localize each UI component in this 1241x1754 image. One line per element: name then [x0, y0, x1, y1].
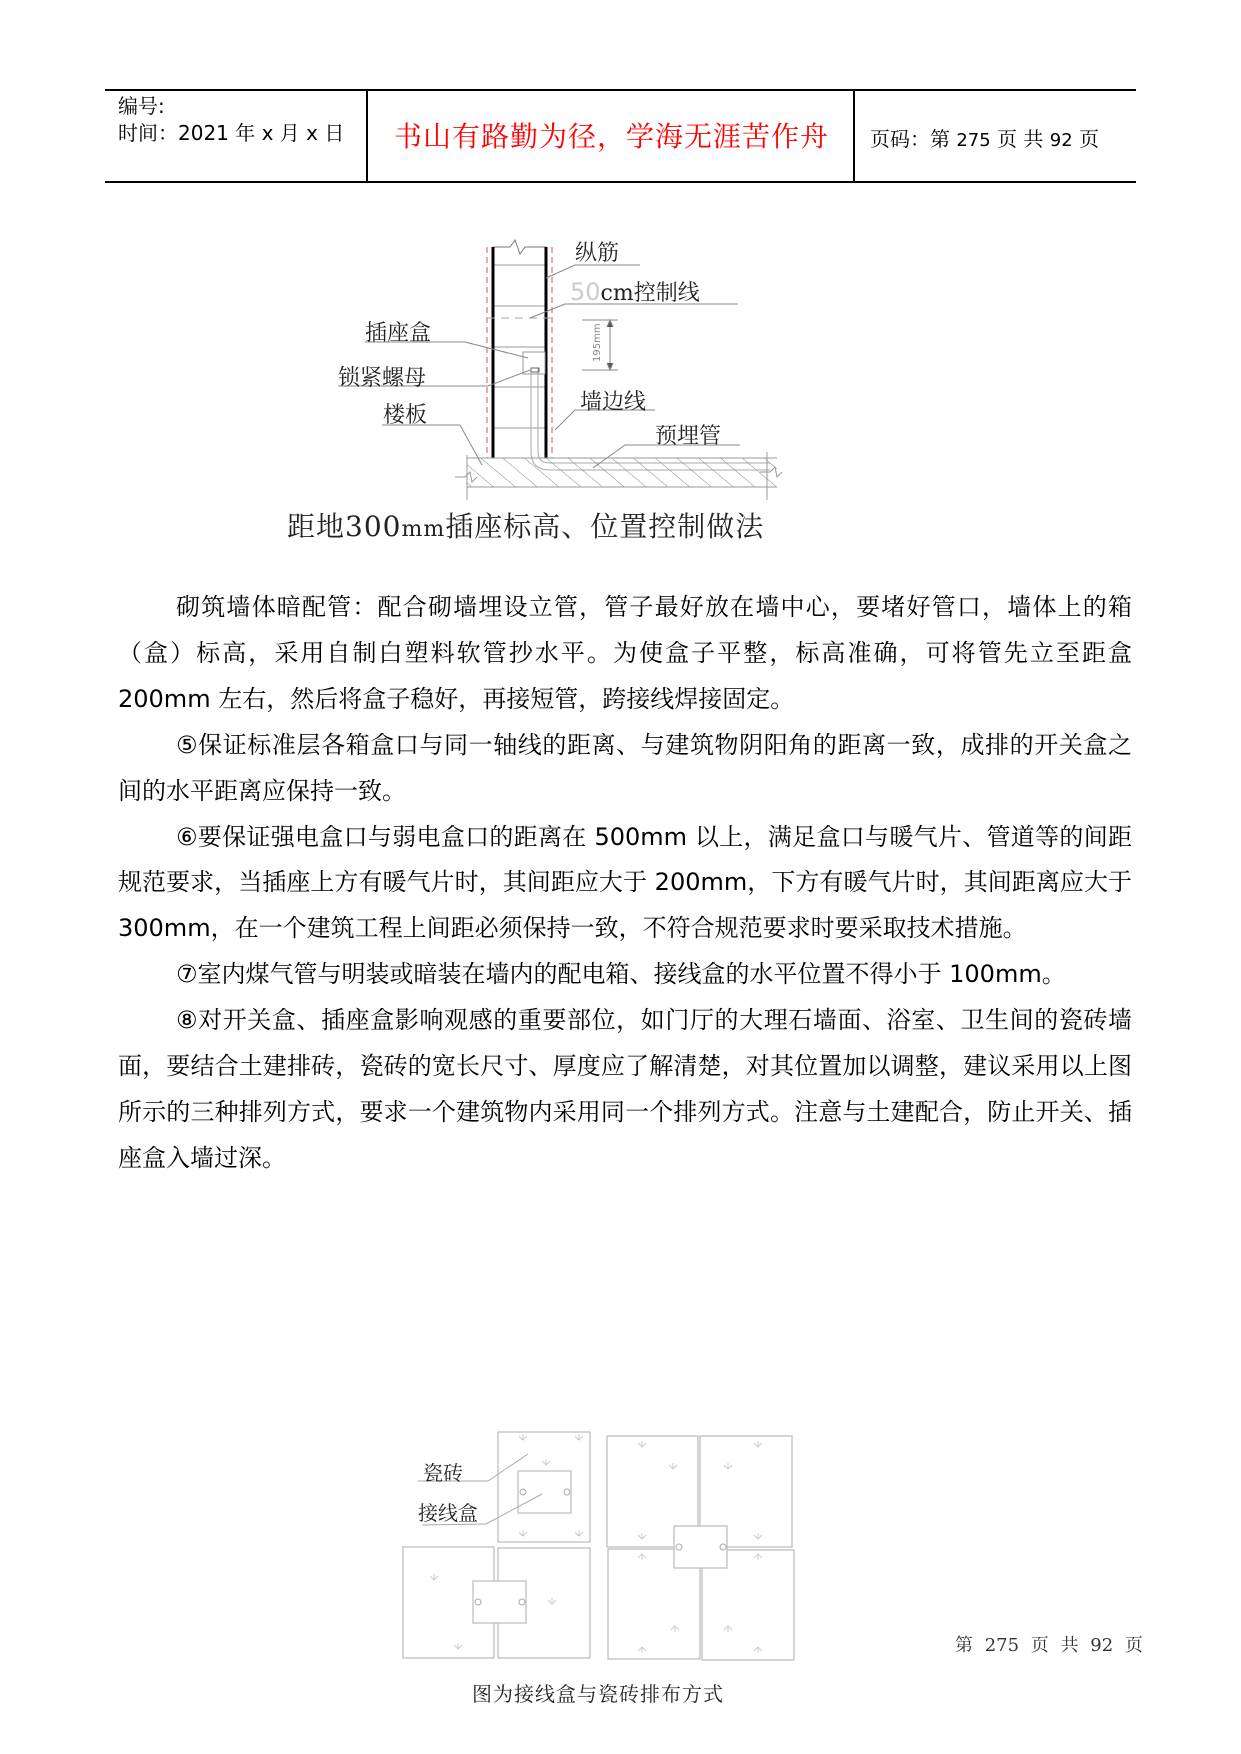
page-suffix: 页 [1079, 127, 1100, 151]
tile [702, 1550, 794, 1660]
paragraph: ⑥要保证强电盒口与弱电盒口的距离在 500mm 以上，满足盒口与暖气片、管道等的间距规范要求，当插座上方有暖气片时，其间距应大于 200mm，下方有暖气片时，其间距离应大于 300mm，在一个建筑工程上间距必须保持一致，不符合规范要求时要采取技术措施。 [118, 822, 1132, 943]
wall-ties [493, 265, 546, 428]
lock-nut [531, 368, 539, 372]
paragraph: ⑤保证标准层各箱盒口与同一轴线的距离、与建筑物阴阳角的距离一致，成排的开关盒之间的水平距离应保持一致。 [118, 730, 1132, 805]
box-screws [475, 1489, 726, 1605]
label-embedded-pipe: 预埋管 [655, 424, 722, 449]
label-tile: 瓷砖 [423, 1461, 463, 1485]
header-meta [118, 93, 344, 147]
label-socket-box: 插座盒 [365, 321, 432, 346]
label-control-line-text: cm控制线 [600, 281, 700, 306]
page-total: 92 [1049, 130, 1073, 151]
label-control-line-num: 50 [570, 278, 601, 306]
tile [498, 1432, 590, 1542]
date-label: 时间：2021 年 x 月 x 日 [118, 121, 345, 145]
tile [608, 1549, 700, 1659]
serial-label: 编号: [118, 94, 165, 118]
dimension-195mm [582, 320, 618, 370]
body-text [118, 585, 1132, 1182]
header-motto: 书山有路勤为径，学海无涯苦作舟 [393, 120, 829, 153]
embedded-pipe-inner [538, 368, 770, 463]
header-page-info [870, 123, 1099, 152]
label-junction-box: 接线盒 [418, 1501, 478, 1525]
tie-dots [492, 264, 548, 430]
page-mid: 页 共 [997, 127, 1044, 151]
socket-box [523, 352, 545, 374]
wall-break-line [493, 240, 546, 254]
junction-box [473, 1581, 526, 1623]
caption-pre: 距地300 [287, 510, 402, 543]
header-bottom-rule [105, 181, 1136, 183]
tile [498, 1548, 590, 1658]
tile [403, 1547, 494, 1658]
page-current: 275 [956, 130, 991, 151]
footer-page-number: 第 275 页 共 92 页 [955, 1635, 1143, 1656]
label-longitudinal-rebar: 纵筋 [575, 241, 620, 266]
junction-box [518, 1471, 571, 1513]
label-wall-edge-line: 墙边线 [580, 390, 647, 415]
figure1-caption [287, 505, 764, 545]
slab-break-right [760, 467, 782, 477]
floor-slab [467, 458, 777, 487]
label-floor-slab: 楼板 [383, 403, 428, 428]
tile-direction-arrows [430, 1434, 762, 1653]
label-control-line [570, 276, 700, 307]
tile [607, 1436, 698, 1547]
header-divider-left [366, 89, 368, 183]
embedded-pipe [531, 368, 770, 470]
slab-break-left [455, 472, 477, 482]
paragraph: ⑧对开关盒、插座盒影响观感的重要部位，如门厅的大理石墙面、浴室、卫生间的瓷砖墙面，要结合土建排砖，瓷砖的宽长尺寸、厚度应了解清楚，对其位置加以调整，建议采用以上图所示的三种排列方式，要求一个建筑物内采用同一个排列方式。注意与土建配合，防止开关、插座盒入墙过深。 [118, 1006, 1132, 1172]
page-prefix: 页码：第 [870, 127, 950, 151]
caption-unit: mm [401, 517, 446, 542]
figure2-caption: 图为接线盒与瓷砖排布方式 [472, 1682, 724, 1706]
paragraph: ⑦室内煤气管与明装或暗装在墙内的配电箱、接线盒的水平位置不得小于 100mm。 [176, 960, 1066, 989]
header-top-rule [105, 89, 1136, 91]
paragraph: 砌筑墙体暗配管：配合砌墙埋设立管，管子最好放在墙中心，要堵好管口，墙体上的箱（盒）标高，采用自制白塑料软管抄水平。为使盒子平整，标高准确，可将管先立至距盒 200mm 左右，然后将盒子稳好，再接短管，跨接线焊接固定。 [118, 593, 1132, 713]
dimension-label: 195mm [592, 323, 603, 362]
label-lock-nut: 锁紧螺母 [338, 366, 427, 391]
tile [700, 1436, 792, 1547]
caption-post: 插座标高、位置控制做法 [445, 510, 765, 543]
junction-box [674, 1526, 727, 1568]
